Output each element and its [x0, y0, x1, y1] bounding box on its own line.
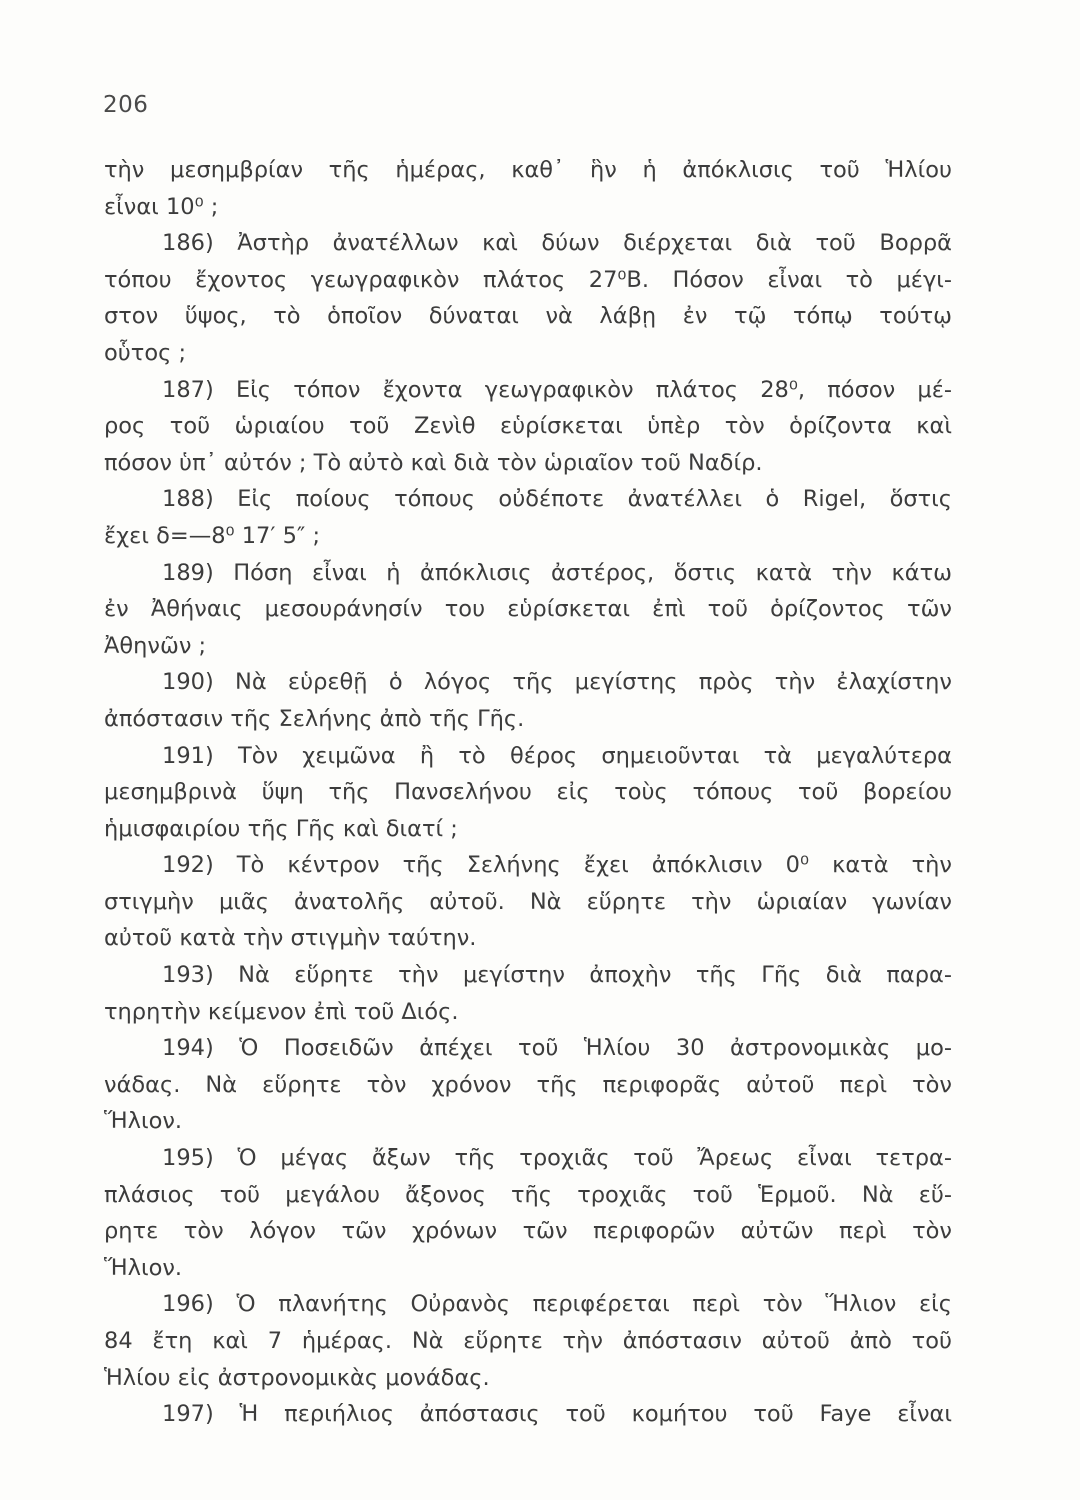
text-line: νάδας. Νὰ εὕρητε τὸν χρόνον τῆς περιφορᾶς αὐτοῦ περὶ τὸν: [104, 1071, 952, 1098]
text-line: στον ὕψος, τὸ ὁποῖον δύναται νὰ λάβῃ ἐν τῷ τόπῳ τούτῳ: [104, 303, 952, 330]
problem-187-start: 187) Εἰς τόπον ἔχοντα γεωγραφικὸν πλάτος 28⁰, πόσον μέ-: [162, 376, 952, 403]
text-line: τόπου ἔχοντος γεωγραφικὸν πλάτος 27⁰Β. Πόσον εἶναι τὸ μέγι-: [104, 266, 952, 293]
text-line: ἐν Ἀθήναις μεσουράνησίν του εὑρίσκεται ἐπὶ τοῦ ὁρίζοντος τῶν: [104, 596, 952, 623]
text-line: στιγμὴν μιᾶς ἀνατολῆς αὐτοῦ. Νὰ εὕρητε τὴν ὡριαίαν γωνίαν: [104, 888, 952, 915]
text-line: οὗτος ;: [104, 339, 187, 366]
problem-186-start: 186) Ἀστὴρ ἀνατέλλων καὶ δύων διέρχεται διὰ τοῦ Βορρᾶ: [162, 230, 952, 257]
problem-191-start: 191) Τὸν χειμῶνα ἢ τὸ θέρος σημειοῦνται τὰ μεγαλύτερα: [162, 742, 952, 769]
problem-190-start: 190) Νὰ εὑρεθῇ ὁ λόγος τῆς μεγίστης πρὸς τὴν ἐλαχίστην: [162, 669, 952, 696]
text-line: αὐτοῦ κατὰ τὴν στιγμὴν ταύτην.: [104, 925, 477, 952]
text-line: ἡμισφαιρίου τῆς Γῆς καὶ διατί ;: [104, 815, 458, 842]
text-line: Ἡλίου εἰς ἀστρονομικὰς μονάδας.: [104, 1364, 490, 1391]
text-line: εἶναι 10⁰ ;: [104, 193, 219, 220]
problem-193-start: 193) Νὰ εὕρητε τὴν μεγίστην ἀποχὴν τῆς Γῆς διὰ παρα-: [162, 962, 952, 989]
text-line: 84 ἔτη καὶ 7 ἡμέρας. Νὰ εὕρητε τὴν ἀπόστασιν αὐτοῦ ἀπὸ τοῦ: [104, 1328, 952, 1354]
text-line: Ἀθηνῶν ;: [104, 632, 207, 659]
problem-188-start: 188) Εἰς ποίους τόπους οὐδέποτε ἀνατέλλει ὁ Rigel, ὅστις: [162, 486, 952, 513]
problem-195-start: 195) Ὁ μέγας ἄξων τῆς τροχιᾶς τοῦ Ἄρεως εἶναι τετρα-: [162, 1145, 952, 1172]
text-line: ἔχει δ=—8⁰ 17′ 5″ ;: [104, 522, 321, 549]
text-line: μεσημβρινὰ ὕψη τῆς Πανσελήνου εἰς τοὺς τόπους τοῦ βορείου: [104, 779, 952, 806]
text-line: ρος τοῦ ὡριαίου τοῦ Ζενὶθ εὑρίσκεται ὑπὲρ τὸν ὁρίζοντα καὶ: [104, 413, 952, 440]
text-line: τηρητὴν κείμενον ἐπὶ τοῦ Διός.: [104, 998, 459, 1025]
text-line: Ἥλιον.: [104, 1108, 183, 1135]
problem-197-start: 197) Ἡ περιήλιος ἀπόστασις τοῦ κομήτου τοῦ Faye εἶναι: [162, 1401, 952, 1428]
text-line: πόσον ὑπ᾽ αὐτόν ; Τὸ αὐτὸ καὶ διὰ τὸν ὡριαῖον τοῦ Ναδίρ.: [104, 449, 763, 476]
problem-194-start: 194) Ὁ Ποσειδῶν ἀπέχει τοῦ Ἡλίου 30 ἀστρονομικὰς μο-: [162, 1035, 952, 1062]
text-line: τὴν μεσημβρίαν τῆς ἡμέρας, καθ᾽ ἣν ἡ ἀπόκλισις τοῦ Ἡλίου: [104, 157, 952, 183]
problem-192-start: 192) Τὸ κέντρον τῆς Σελήνης ἔχει ἀπόκλισιν 0⁰ κατὰ τὴν: [162, 852, 952, 879]
text-line: πλάσιος τοῦ μεγάλου ἄξονος τῆς τροχιᾶς τοῦ Ἑρμοῦ. Νὰ εὕ-: [104, 1181, 952, 1208]
problem-text-block: [104, 152, 952, 1433]
page-number: 206: [103, 92, 149, 118]
text-line: ρητε τὸν λόγον τῶν χρόνων τῶν περιφορῶν αὐτῶν περὶ τὸν: [104, 1218, 952, 1245]
text-line: Ἥλιον.: [104, 1254, 183, 1281]
problem-189-start: 189) Πόση εἶναι ἡ ἀπόκλισις ἀστέρος, ὅστις κατὰ τὴν κάτω: [162, 559, 952, 586]
problem-196-start: 196) Ὁ πλανήτης Οὐρανὸς περιφέρεται περὶ τὸν Ἥλιον εἰς: [162, 1291, 952, 1318]
text-line: ἀπόστασιν τῆς Σελήνης ἀπὸ τῆς Γῆς.: [104, 705, 525, 732]
